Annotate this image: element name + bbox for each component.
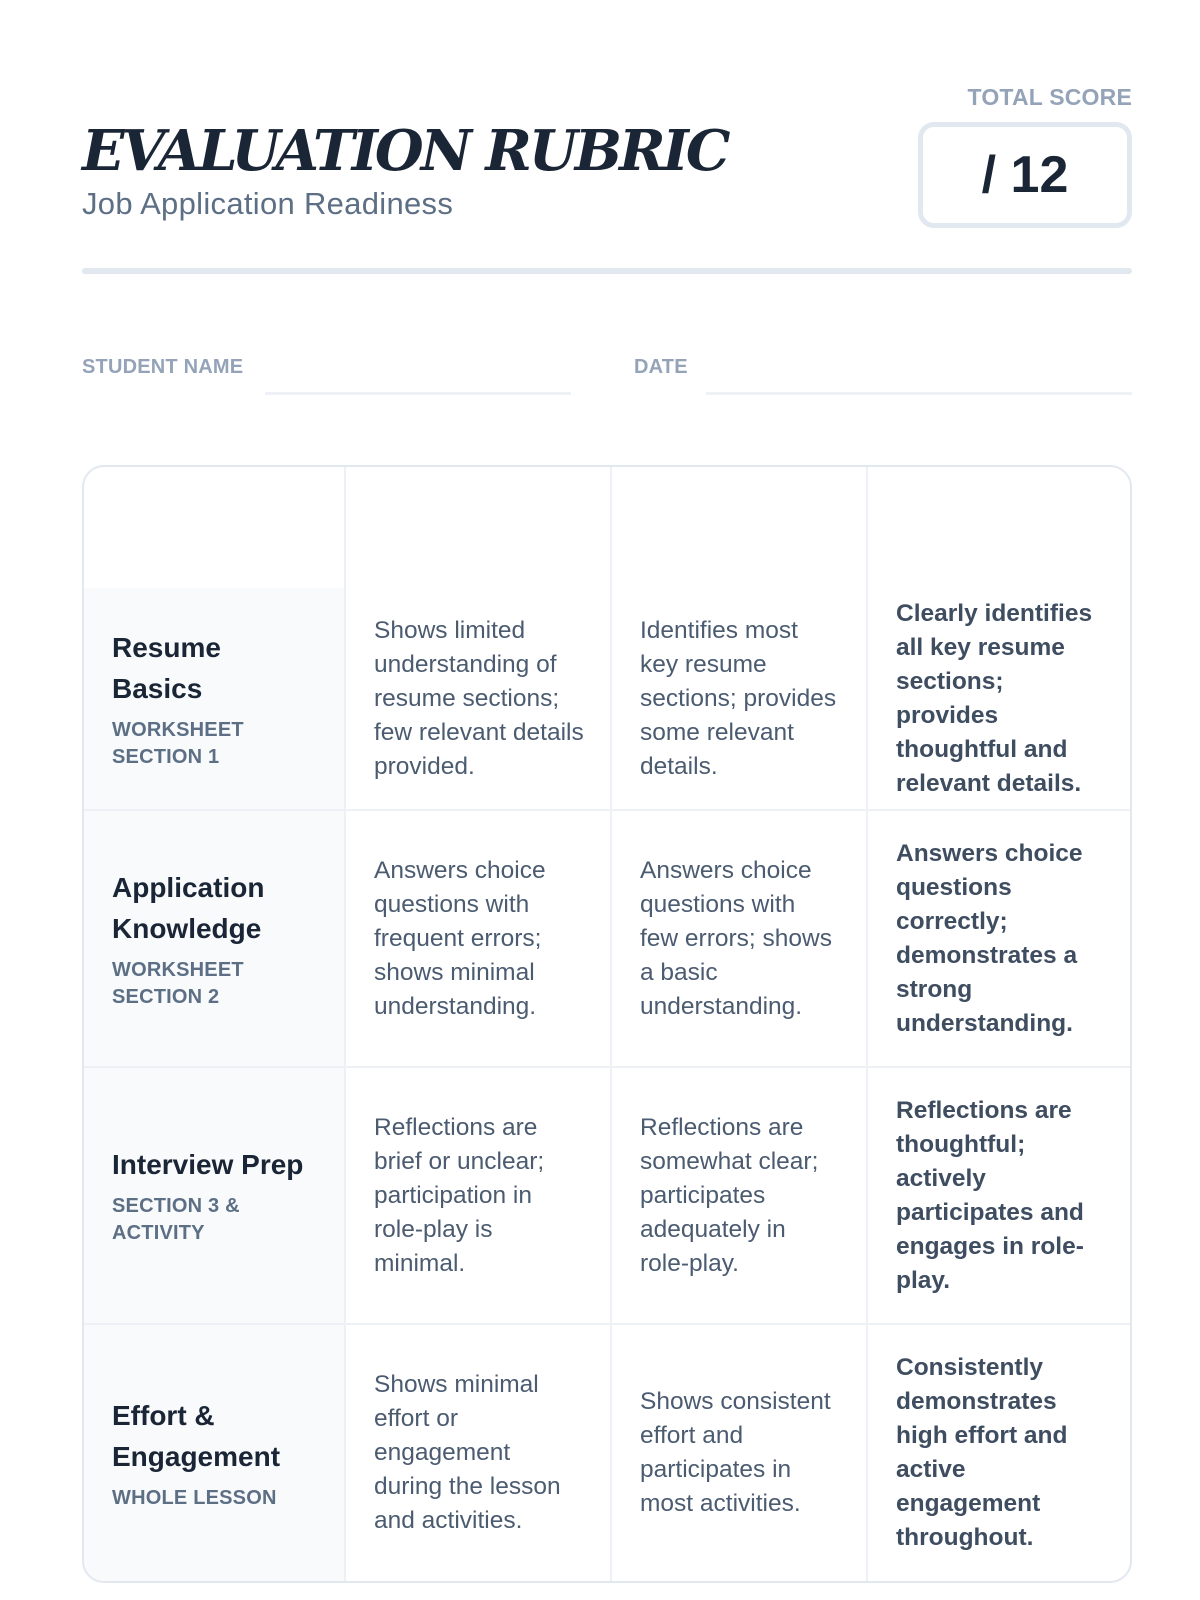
criterion-title: Effort & Engagement bbox=[112, 1399, 281, 1472]
page-header bbox=[82, 0, 1132, 272]
level-1-cell bbox=[346, 811, 612, 1068]
level-1-description: Shows minimal effort or engagement during the lesson and activities. bbox=[374, 1371, 561, 1534]
level-3-description: Clearly identifies all key resume sections; provides thoughtful and relevant details. bbox=[896, 599, 1093, 797]
level-2-description: Answers choice questions with few errors; shows a basic understanding. bbox=[640, 856, 832, 1020]
page-title: EVALUATION RUBRIC bbox=[82, 118, 728, 184]
level-3-description: Answers choice questions correctly; demonstrates a strong understanding. bbox=[896, 839, 1083, 1037]
criterion-title: Interview Prep bbox=[112, 1149, 304, 1180]
criterion-source: WORKSHEET SECTION 2 bbox=[112, 958, 244, 1008]
criterion-source: SECTION 3 & ACTIVITY bbox=[112, 1195, 240, 1244]
level-2-description: Identifies most key resume sections; provides some relevant details. bbox=[640, 616, 837, 780]
level-3-cell bbox=[868, 811, 1130, 1068]
rubric-page bbox=[82, 0, 1132, 1551]
student-name-label: STUDENT NAME bbox=[82, 356, 244, 378]
level-3-cell bbox=[868, 1325, 1130, 1581]
date-label: DATE bbox=[634, 356, 688, 378]
header-cell-level-1 bbox=[346, 467, 612, 588]
header-cell-criteria bbox=[84, 467, 346, 588]
level-2-cell bbox=[612, 1068, 868, 1325]
level-2-cell bbox=[612, 588, 868, 811]
criterion-source: WORKSHEET SECTION 1 bbox=[112, 718, 244, 768]
level-1-description: Shows limited understanding of resume sections; few relevant details provided. bbox=[374, 616, 584, 780]
level-2-description: Shows consistent effort and participates in most activities. bbox=[640, 1388, 831, 1517]
header-cell-level-2 bbox=[612, 467, 868, 588]
level-2-cell bbox=[612, 1325, 868, 1581]
level-1-cell bbox=[346, 1068, 612, 1325]
student-info-fields bbox=[82, 356, 1132, 396]
level-3-cell bbox=[868, 588, 1130, 811]
level-2-cell bbox=[612, 811, 868, 1068]
criterion-title: Application Knowledge bbox=[112, 871, 265, 944]
rubric-table bbox=[82, 465, 1132, 1583]
level-1-description: Answers choice questions with frequent errors; shows minimal understanding. bbox=[374, 856, 546, 1020]
criterion-cell bbox=[84, 811, 346, 1068]
total-score-box[interactable]: / 12 bbox=[918, 122, 1132, 228]
header-divider bbox=[82, 268, 1132, 274]
criterion-cell bbox=[84, 1325, 346, 1581]
page-subtitle: Job Application Readiness bbox=[82, 186, 454, 221]
criterion-cell bbox=[84, 1068, 346, 1325]
level-2-description: Reflections are somewhat clear; participates adequately in role-play. bbox=[640, 1113, 819, 1277]
header-cell-level-3 bbox=[868, 467, 1130, 588]
level-3-cell bbox=[868, 1068, 1130, 1325]
student-name-field[interactable] bbox=[265, 392, 571, 395]
level-1-cell bbox=[346, 588, 612, 811]
total-score-label: TOTAL SCORE bbox=[967, 84, 1132, 110]
level-1-description: Reflections are brief or unclear; participation in role-play is minimal. bbox=[374, 1113, 545, 1277]
criterion-source: WHOLE LESSON bbox=[112, 1486, 277, 1509]
level-3-description: Consistently demonstrates high effort and active engagement throughout. bbox=[896, 1354, 1068, 1551]
criterion-title: Resume Basics bbox=[112, 631, 221, 704]
level-1-cell bbox=[346, 1325, 612, 1581]
date-field[interactable] bbox=[706, 392, 1132, 395]
criterion-cell bbox=[84, 588, 346, 811]
level-3-description: Reflections are thoughtful; actively participates and engages in role-play. bbox=[896, 1096, 1084, 1294]
